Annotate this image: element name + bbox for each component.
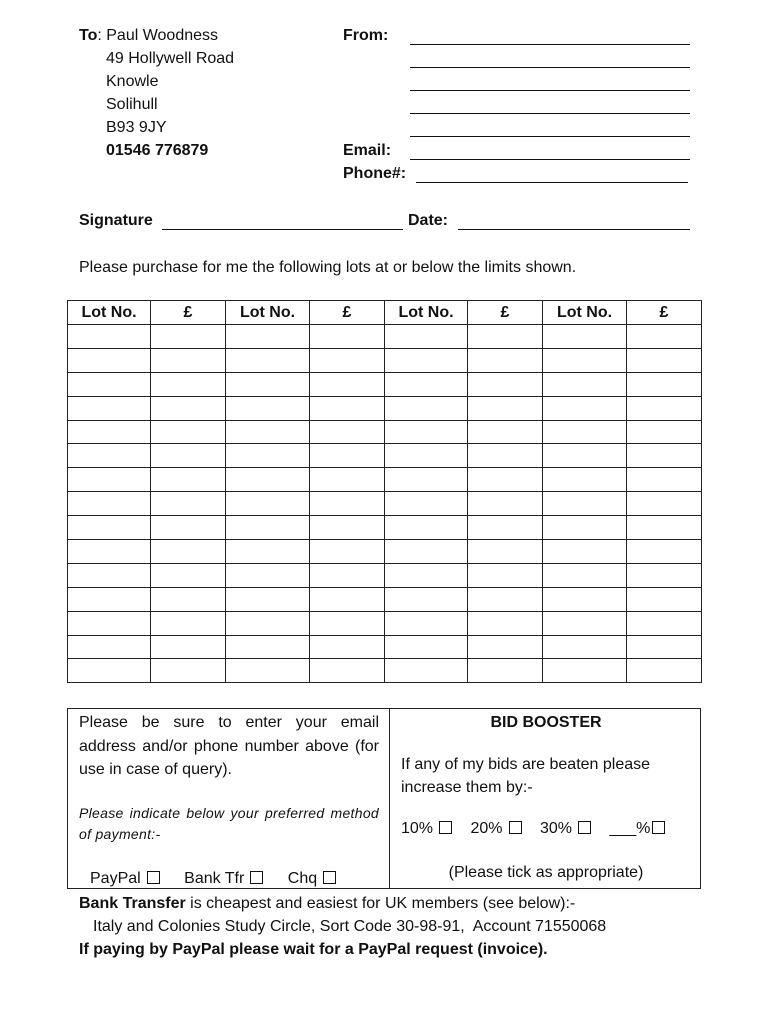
instruction-text: Please purchase for me the following lots at or below the limits shown. (79, 259, 577, 276)
lot-number-cell[interactable] (226, 516, 310, 540)
lot-number-cell[interactable] (543, 492, 627, 516)
limit-amount-cell[interactable] (627, 635, 702, 659)
to-address-line-2: Knowle (106, 73, 159, 90)
lot-number-cell[interactable] (543, 587, 627, 611)
bid-booster-title: BID BOOSTER (490, 714, 602, 731)
payment-option-bank-tfr[interactable]: Bank Tfr (184, 870, 263, 887)
limit-amount-cell[interactable] (151, 396, 226, 420)
limit-amount-cell[interactable] (310, 444, 385, 468)
limit-amount-cell[interactable] (468, 420, 543, 444)
lot-number-cell[interactable] (68, 420, 151, 444)
limit-amount-cell[interactable] (151, 611, 226, 635)
bid-booster-text: If any of my bids are beaten please increase them by:- (401, 756, 651, 796)
limit-amount-cell[interactable] (151, 348, 226, 372)
table-row (68, 659, 702, 683)
lot-number-cell[interactable] (543, 420, 627, 444)
limit-amount-cell[interactable] (468, 587, 543, 611)
limit-amount-cell[interactable] (627, 611, 702, 635)
lot-number-cell[interactable] (68, 516, 151, 540)
lots-table (67, 300, 702, 683)
lot-number-cell[interactable] (385, 587, 468, 611)
limit-amount-cell[interactable] (627, 492, 702, 516)
lot-number-cell[interactable] (68, 348, 151, 372)
table-row (68, 587, 702, 611)
limit-amount-cell[interactable] (151, 492, 226, 516)
limit-amount-cell[interactable] (627, 444, 702, 468)
lot-number-cell[interactable] (543, 468, 627, 492)
limit-amount-cell[interactable] (151, 444, 226, 468)
lot-number-cell[interactable] (68, 396, 151, 420)
bid-booster-options (401, 817, 665, 840)
lot-number-cell[interactable] (226, 444, 310, 468)
signature-label: Signature (79, 212, 153, 229)
to-name: Paul Woodness (106, 27, 219, 44)
table-row (68, 420, 702, 444)
lot-number-cell[interactable] (543, 540, 627, 564)
limit-amount-cell[interactable] (310, 540, 385, 564)
lot-number-cell[interactable] (226, 635, 310, 659)
phone-line[interactable] (416, 182, 688, 183)
lot-number-cell[interactable] (543, 516, 627, 540)
booster-option-20[interactable]: 20% (470, 820, 521, 837)
limit-amount-cell[interactable] (310, 348, 385, 372)
lot-number-cell[interactable] (543, 659, 627, 683)
lot-number-cell[interactable] (68, 587, 151, 611)
lot-number-cell[interactable] (385, 611, 468, 635)
limit-amount-cell[interactable] (310, 516, 385, 540)
lot-number-cell[interactable] (385, 468, 468, 492)
limit-amount-cell[interactable] (310, 563, 385, 587)
limit-amount-cell[interactable] (310, 635, 385, 659)
lot-number-cell[interactable] (543, 348, 627, 372)
limit-amount-cell[interactable] (310, 492, 385, 516)
limit-amount-cell[interactable] (151, 587, 226, 611)
booster-20-checkbox[interactable] (509, 821, 522, 834)
payment-option-paypal[interactable]: PayPal (90, 870, 160, 887)
lots-header-row (68, 301, 702, 325)
table-row (68, 372, 702, 396)
phone-label: Phone#: (343, 165, 407, 182)
lot-number-cell[interactable] (68, 325, 151, 349)
lot-number-cell[interactable] (385, 396, 468, 420)
lot-number-cell[interactable] (385, 563, 468, 587)
limit-amount-cell[interactable] (151, 325, 226, 349)
table-row (68, 516, 702, 540)
lot-number-cell[interactable] (543, 563, 627, 587)
limit-amount-cell[interactable] (468, 396, 543, 420)
header-lot-no: Lot No. (226, 301, 310, 325)
lot-number-cell[interactable] (543, 635, 627, 659)
limit-amount-cell[interactable] (310, 468, 385, 492)
limit-amount-cell[interactable] (151, 635, 226, 659)
lot-number-cell[interactable] (226, 659, 310, 683)
limit-amount-cell[interactable] (627, 396, 702, 420)
limit-amount-cell[interactable] (310, 372, 385, 396)
lot-number-cell[interactable] (68, 611, 151, 635)
query-note: Please be sure to enter your email address and/or phone number above (for use in case of query). (79, 714, 379, 778)
limit-amount-cell[interactable] (627, 372, 702, 396)
table-row (68, 540, 702, 564)
limit-amount-cell[interactable] (627, 348, 702, 372)
booster-30-checkbox[interactable] (578, 821, 591, 834)
to-address-line-3: Solihull (106, 96, 158, 113)
lot-number-cell[interactable] (226, 540, 310, 564)
lot-number-cell[interactable] (385, 444, 468, 468)
bid-booster-footer: (Please tick as appropriate) (448, 864, 644, 881)
limit-amount-cell[interactable] (151, 563, 226, 587)
from-line-4[interactable] (410, 113, 690, 114)
paypal-note: If paying by PayPal please wait for a PayPal request (invoice). (79, 941, 548, 958)
paypal-checkbox[interactable] (147, 871, 160, 884)
limit-amount-cell[interactable] (627, 468, 702, 492)
lot-number-cell[interactable] (385, 635, 468, 659)
limit-amount-cell[interactable] (468, 659, 543, 683)
payment-option-chq[interactable]: Chq (288, 870, 336, 887)
lot-number-cell[interactable] (543, 444, 627, 468)
limit-amount-cell[interactable] (468, 468, 543, 492)
to-address-line-4: B93 9JY (106, 119, 167, 136)
lot-number-cell[interactable] (68, 468, 151, 492)
bank-transfer-label: Bank Transfer (79, 895, 186, 912)
lot-number-cell[interactable] (385, 420, 468, 444)
table-row (68, 325, 702, 349)
limit-amount-cell[interactable] (151, 420, 226, 444)
limit-amount-cell[interactable] (310, 611, 385, 635)
table-row (68, 468, 702, 492)
date-line[interactable] (458, 229, 690, 230)
table-row (68, 635, 702, 659)
header-lot-no: Lot No. (385, 301, 468, 325)
table-row (68, 563, 702, 587)
bank-transfer-text: is cheapest and easiest for UK members (see below):- (185, 895, 576, 912)
limit-amount-cell[interactable] (468, 325, 543, 349)
limit-amount-cell[interactable] (151, 468, 226, 492)
lot-number-cell[interactable] (68, 492, 151, 516)
chq-checkbox[interactable] (323, 871, 336, 884)
limit-amount-cell[interactable] (468, 444, 543, 468)
options-box (67, 708, 701, 889)
limit-amount-cell[interactable] (468, 540, 543, 564)
limit-amount-cell[interactable] (627, 516, 702, 540)
lot-number-cell[interactable] (226, 611, 310, 635)
limit-amount-cell[interactable] (468, 563, 543, 587)
limit-amount-cell[interactable] (310, 420, 385, 444)
limit-amount-cell[interactable] (151, 516, 226, 540)
limit-amount-cell[interactable] (468, 372, 543, 396)
table-row (68, 492, 702, 516)
lot-number-cell[interactable] (385, 516, 468, 540)
from-line-3[interactable] (410, 90, 690, 91)
to-label: To (79, 27, 98, 44)
limit-amount-cell[interactable] (468, 348, 543, 372)
table-row (68, 348, 702, 372)
limit-amount-cell[interactable] (151, 372, 226, 396)
lot-number-cell[interactable] (385, 659, 468, 683)
booster-option-custom[interactable]: ___% (609, 820, 665, 837)
bank-tfr-checkbox[interactable] (250, 871, 263, 884)
lot-number-cell[interactable] (226, 587, 310, 611)
lot-number-cell[interactable] (385, 325, 468, 349)
from-line-1[interactable] (410, 44, 690, 45)
lot-number-cell[interactable] (68, 563, 151, 587)
lot-number-cell[interactable] (68, 372, 151, 396)
limit-amount-cell[interactable] (151, 659, 226, 683)
bank-details: Italy and Colonies Study Circle, Sort Code 30-98-91, Account 71550068 (93, 918, 607, 935)
lot-number-cell[interactable] (385, 372, 468, 396)
lot-number-cell[interactable] (68, 444, 151, 468)
header-pound: £ (310, 301, 385, 325)
lot-number-cell[interactable] (543, 372, 627, 396)
from-label: From: (343, 27, 389, 44)
from-line-5[interactable] (410, 136, 690, 137)
lot-number-cell[interactable] (226, 492, 310, 516)
table-row (68, 396, 702, 420)
booster-custom-checkbox[interactable] (652, 821, 665, 834)
email-label: Email: (343, 142, 392, 159)
table-row (68, 444, 702, 468)
signature-line[interactable] (162, 229, 403, 230)
limit-amount-cell[interactable] (627, 587, 702, 611)
lot-number-cell[interactable] (385, 348, 468, 372)
limit-amount-cell[interactable] (151, 540, 226, 564)
from-line-2[interactable] (410, 67, 690, 68)
header-pound: £ (468, 301, 543, 325)
limit-amount-cell[interactable] (627, 563, 702, 587)
limit-amount-cell[interactable] (468, 492, 543, 516)
lot-number-cell[interactable] (226, 372, 310, 396)
limit-amount-cell[interactable] (468, 611, 543, 635)
lot-number-cell[interactable] (543, 611, 627, 635)
header-pound: £ (151, 301, 226, 325)
booster-option-30[interactable]: 30% (540, 820, 591, 837)
booster-option-10[interactable]: 10% (401, 820, 452, 837)
header-lot-no: Lot No. (68, 301, 151, 325)
lot-number-cell[interactable] (68, 540, 151, 564)
limit-amount-cell[interactable] (310, 325, 385, 349)
limit-amount-cell[interactable] (310, 659, 385, 683)
email-line[interactable] (410, 159, 690, 160)
lot-number-cell[interactable] (68, 659, 151, 683)
limit-amount-cell[interactable] (468, 635, 543, 659)
lot-number-cell[interactable] (68, 635, 151, 659)
lot-number-cell[interactable] (385, 540, 468, 564)
header-lot-no: Lot No. (543, 301, 627, 325)
to-address-line-1: 49 Hollywell Road (106, 50, 235, 67)
lot-number-cell[interactable] (385, 492, 468, 516)
to-block: To: Paul Woodness 49 Hollywell Road Knowle Solihull B93 9JY 01546 776879 (79, 24, 339, 162)
limit-amount-cell[interactable] (627, 659, 702, 683)
limit-amount-cell[interactable] (627, 325, 702, 349)
limit-amount-cell[interactable] (468, 516, 543, 540)
limit-amount-cell[interactable] (310, 396, 385, 420)
header-pound: £ (627, 301, 702, 325)
lot-number-cell[interactable] (226, 325, 310, 349)
lot-number-cell[interactable] (226, 348, 310, 372)
date-label: Date: (408, 212, 449, 229)
to-phone: 01546 776879 (106, 142, 209, 159)
payment-prompt: Please indicate below your preferred method of payment:- (79, 805, 379, 842)
lot-number-cell[interactable] (226, 396, 310, 420)
payment-options (90, 867, 390, 890)
booster-10-checkbox[interactable] (439, 821, 452, 834)
lot-number-cell[interactable] (543, 325, 627, 349)
limit-amount-cell[interactable] (627, 540, 702, 564)
lot-number-cell[interactable] (226, 468, 310, 492)
lot-number-cell[interactable] (543, 396, 627, 420)
limit-amount-cell[interactable] (627, 420, 702, 444)
limit-amount-cell[interactable] (310, 587, 385, 611)
table-row (68, 611, 702, 635)
lot-number-cell[interactable] (226, 563, 310, 587)
lot-number-cell[interactable] (226, 420, 310, 444)
bank-transfer-line (79, 892, 575, 915)
